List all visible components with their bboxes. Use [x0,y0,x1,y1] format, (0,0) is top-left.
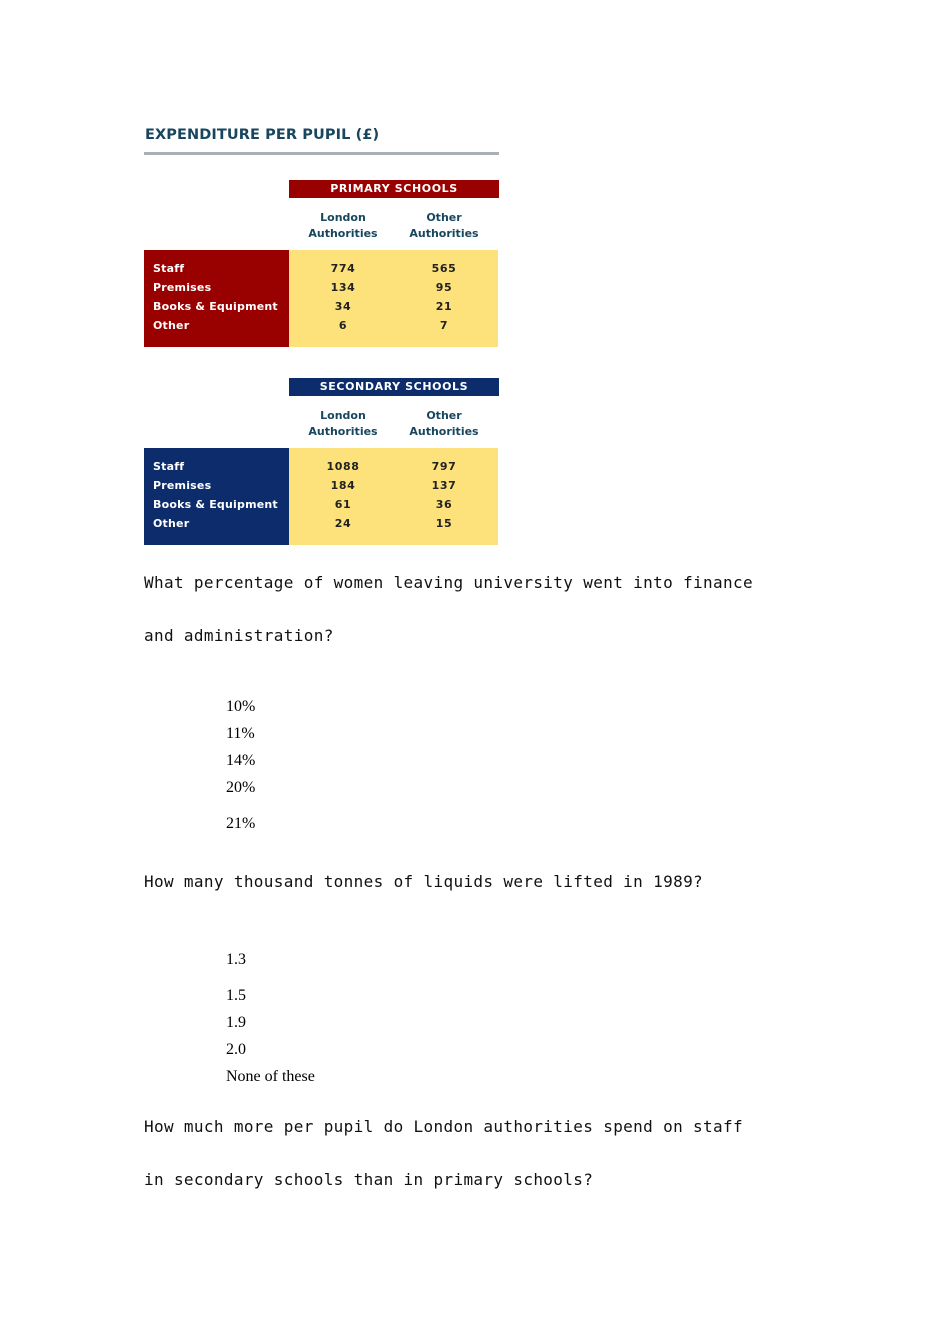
primary-row-label: Books & Equipment [153,300,278,313]
secondary-value-cell: 61 [334,498,352,511]
answer-option[interactable]: None of these [226,1068,315,1085]
primary-row-label: Premises [153,281,212,294]
secondary-value-cell: 137 [431,479,457,492]
secondary-value-cell: 24 [334,517,352,530]
secondary-col-other [394,408,494,440]
col-head-line: London [320,211,366,224]
answer-option[interactable]: 21% [226,815,256,832]
answer-option[interactable]: 14% [226,752,256,769]
col-head-line: Authorities [409,227,479,240]
question-2-text: How many thousand tonnes of liquids were lifted in 1989? [144,872,704,891]
primary-value-cell: 134 [330,281,356,294]
secondary-schools-banner: SECONDARY SCHOOLS [289,378,499,396]
secondary-value-cell: 1088 [326,460,360,473]
table-title: EXPENDITURE PER PUPIL (£) [145,127,380,143]
secondary-row-label: Staff [153,460,185,473]
answer-option[interactable]: 1.5 [226,987,246,1004]
primary-value-cell: 6 [338,319,348,332]
secondary-col-london [293,408,393,440]
primary-schools-banner: PRIMARY SCHOOLS [289,180,499,198]
secondary-row-label: Premises [153,479,212,492]
secondary-value-cell: 184 [330,479,356,492]
col-head-line: Authorities [308,227,378,240]
secondary-value-cell: 36 [435,498,453,511]
answer-option[interactable]: 10% [226,698,256,715]
col-head-line: Authorities [409,425,479,438]
answer-option[interactable]: 20% [226,779,256,796]
primary-row-label: Staff [153,262,185,275]
primary-value-cell: 774 [330,262,356,275]
primary-value-cell: 565 [431,262,457,275]
col-head-line: Authorities [308,425,378,438]
primary-value-cell: 34 [334,300,352,313]
answer-option[interactable]: 1.9 [226,1014,246,1031]
question-1-text: What percentage of women leaving university went into finance and administration? [144,573,753,645]
answer-option[interactable]: 11% [226,725,255,742]
question-3-text: How much more per pupil do London authorities spend on staff in secondary schools than in primary schools? [144,1117,743,1189]
secondary-row-label: Books & Equipment [153,498,278,511]
answer-option[interactable]: 2.0 [226,1041,246,1058]
secondary-value-cell: 797 [431,460,457,473]
primary-row-label: Other [153,319,190,332]
col-head-line: Other [426,409,462,422]
primary-value-cell: 95 [435,281,453,294]
answer-option[interactable]: 1.3 [226,951,246,968]
secondary-value-cell: 15 [435,517,453,530]
title-divider [144,152,499,155]
primary-col-london [293,210,393,242]
primary-value-cell: 7 [439,319,449,332]
primary-value-cell: 21 [435,300,453,313]
secondary-row-label: Other [153,517,190,530]
primary-col-other [394,210,494,242]
col-head-line: London [320,409,366,422]
col-head-line: Other [426,211,462,224]
